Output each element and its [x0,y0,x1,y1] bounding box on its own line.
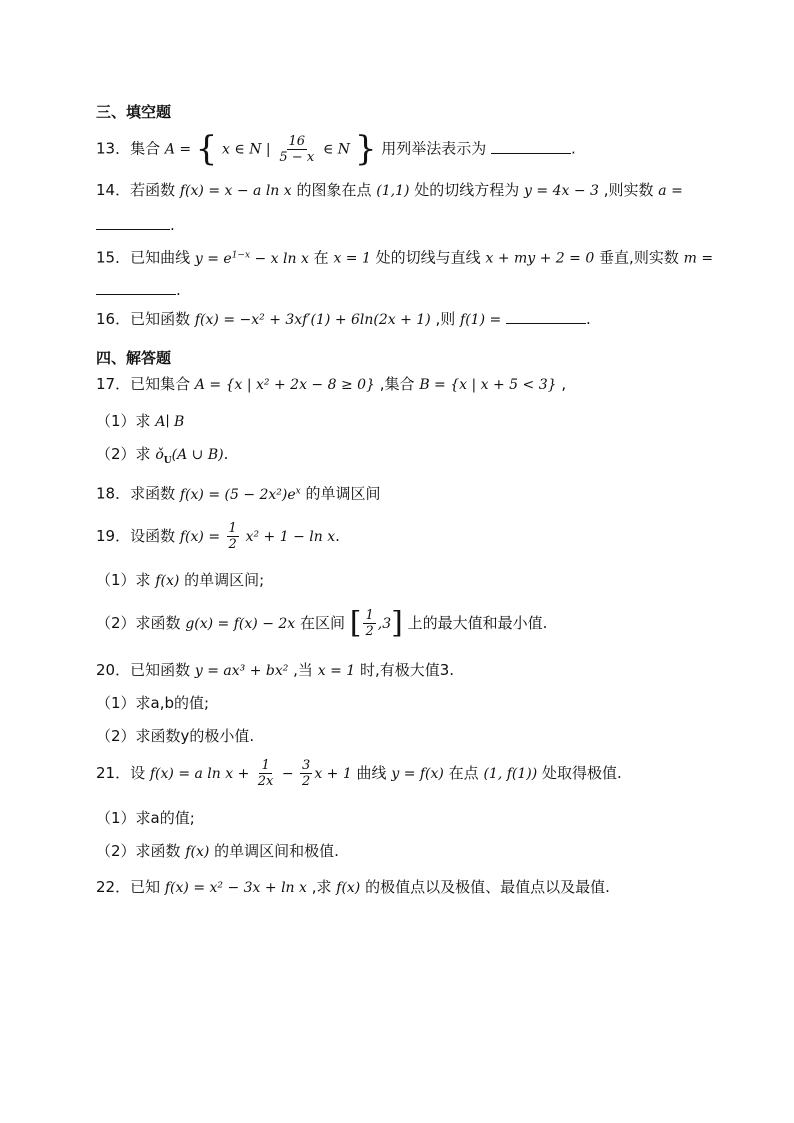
question-18: 18．求函数 $f(x) = (5 - 2x^2)e^x$ 的单调区间 [96,484,381,503]
question-21: 21．设 f(x) = a ln x + $\frac{1}{2x}$ − $\frac{3}{2}$ x + 1 曲线 y = f(x) 在点 (1, f(1)) 处取得极值. [96,758,622,789]
question-22: 22．已知 f(x) = x² − 3x + ln x ,求 f(x) 的极值点以及极值、最值点以及最值. [96,878,610,896]
question-20-part-1: （1）求a,b的值; [96,694,210,712]
question-14-answer-line: . [96,215,175,235]
section-heading-answer: 四、解答题 [96,349,172,367]
question-19-part-1: （1）求 f(x) 的单调区间; [96,571,265,589]
question-19-part-2: （2）求函数 g(x) = f(x) − 2x 在区间 [ $\frac{1}{2}$ ,3] 上的最大值和最小值. [96,605,548,641]
fraction: $\frac{16}{5 - x}$ [279,133,315,165]
answer-blank [96,293,176,295]
question-21-part-2: （2）求函数 f(x) 的单调区间和极值. [96,842,339,860]
fraction: $\frac{1}{2}$ [365,608,374,639]
question-17: 17．已知集合 A = {x | x² + 2x − 8 ≥ 0} ,集合 B = {x | x + 5 < 3} , [96,375,567,393]
question-14: 14．若函数 f(x) = x − a ln x 的图象在点 (1,1) 处的切线方程为 y = 4x − 3 ,则实数 a = [96,181,683,199]
fraction: $\frac{1}{2x}$ [257,758,274,789]
answer-blank [506,322,586,324]
answer-blank [96,228,170,230]
section-heading-fill-in: 三、填空题 [96,103,172,121]
answer-blank [491,152,571,154]
question-19: 19．设函数 f(x) = $\frac{1}{2}$ x² + 1 − ln x. [96,521,340,552]
question-20-part-2: （2）求函数y的极小值. [96,727,255,745]
question-15-answer-line: . [96,280,181,300]
fraction: $\frac{3}{2}$ [302,758,311,789]
question-17-part-2: （2）求 $ǒ_U(A$ ∪ B). [96,445,229,466]
question-21-part-1: （1）求a的值; [96,809,195,827]
question-13: 13．集合 A = { x ∈ N | $\frac{16}{5 - x}$ ∈ N } 用列举法表示为 . [96,129,576,169]
question-20: 20．已知函数 y = ax³ + bx² ,当 x = 1 时,有极大值3. [96,661,455,679]
question-16: 16．已知函数 f(x) = −x² + 3xf′(1) + 6ln(2x + 1) ,则 f(1) = . [96,310,591,328]
question-15: 15．已知曲线 $y = e^{1-x} - x$ ln x 在 x = 1 处的切线与直线 x + my + 2 = 0 垂直,则实数 m = [96,248,714,267]
question-17-part-1: （1）求 A∣ B [96,412,185,430]
fraction: $\frac{1}{2}$ [228,521,237,552]
